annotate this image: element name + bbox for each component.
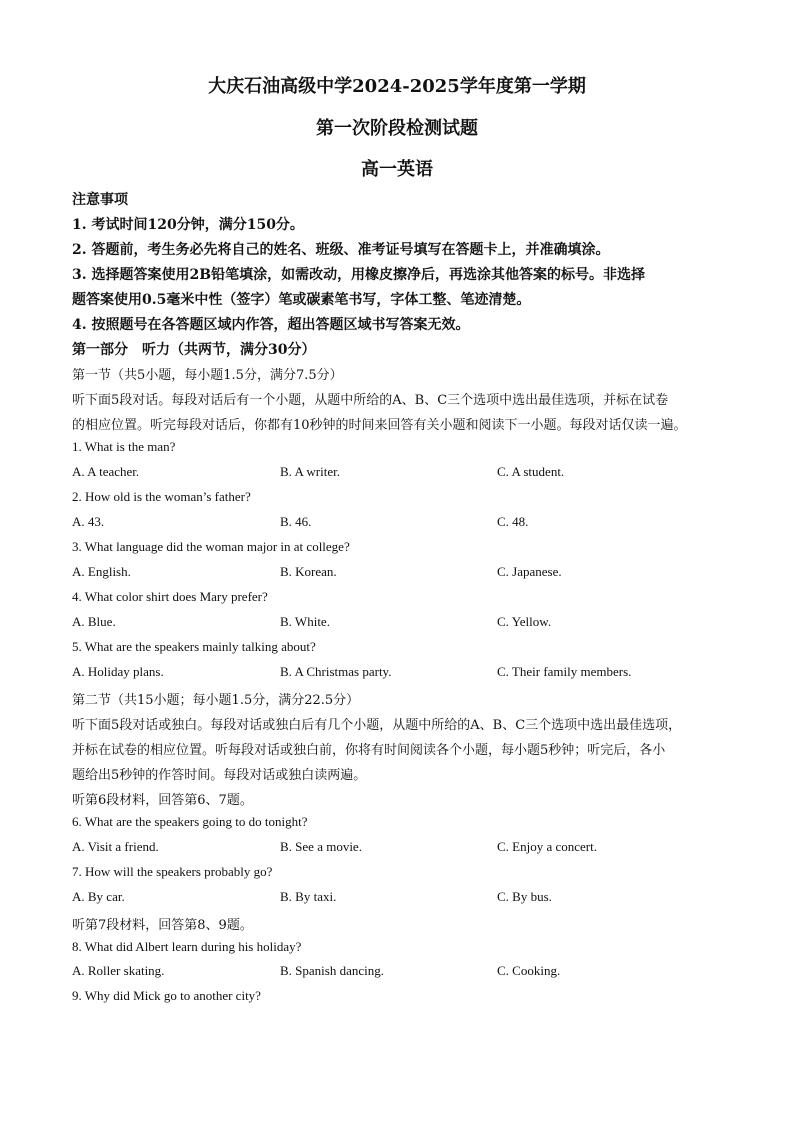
section2-instructions: 听下面5段对话或独白。每段对话或独白后有几个小题，从题中所给的A、B、C三个选项中选出最佳选项， [72,718,682,733]
question-text: 7. How will the speakers probably go? [72,864,273,879]
option-a: A. Roller skating. [72,963,165,978]
option-c: C. Enjoy a concert. [497,839,597,854]
option-c: C. A student. [497,464,565,479]
option-a: A. A teacher. [72,464,140,479]
option-c: C. By bus. [497,889,552,904]
option-b: B. Spanish dancing. [280,963,384,978]
question-options [72,963,732,981]
option-a: A. 43. [72,514,105,529]
school-title: 大庆石油高级中学2024-2025学年度第一学期 [208,76,586,97]
question-text: 6. What are the speakers going to do tonight? [72,814,308,829]
option-c: C. Japanese. [497,564,562,579]
option-c: C. Yellow. [497,614,552,629]
question-text: 3. What language did the woman major in at college? [72,539,350,554]
section2-heading: 第二节（共15小题；每小题1.5分，满分22.5分） [72,693,360,708]
question-text: 8. What did Albert learn during his holiday? [72,939,302,954]
option-c: C. 48. [497,514,529,529]
question-text: 5. What are the speakers mainly talking about? [72,639,316,654]
question-options [72,839,732,857]
option-b: B. A Christmas party. [280,664,392,679]
subject-title: 高一英语 [361,159,433,180]
option-b: B. Korean. [280,564,337,579]
material-label: 听第7段材料，回答第8、9题。 [72,918,253,933]
section1-heading: 第一节（共5小题，每小题1.5分，满分7.5分） [72,368,343,383]
note-item: 2. 答题前，考生务必先将自己的姓名、班级、准考证号填写在答题卡上，并准确填涂。 [72,242,610,258]
question-options [72,464,732,482]
exam-title: 第一次阶段检测试题 [316,118,478,139]
part1-heading: 第一部分 听力（共两节，满分30分） [72,342,316,358]
question-text: 9. Why did Mick go to another city? [72,988,261,1003]
question-options [72,564,732,582]
option-b: B. White. [280,614,330,629]
note-item: 1. 考试时间120分钟，满分150分。 [72,217,304,233]
option-c: C. Cooking. [497,963,561,978]
option-b: B. 46. [280,514,312,529]
material-label: 听第6段材料，回答第6、7题。 [72,793,253,808]
question-options [72,614,732,632]
option-a: A. English. [72,564,131,579]
note-item: 3. 选择题答案使用2B铅笔填涂，如需改动，用橡皮擦净后，再选涂其他答案的标号。非选择 [72,267,646,283]
question-text: 2. How old is the woman’s father? [72,489,251,504]
question-options [72,514,732,532]
question-text: 1. What is the man? [72,439,176,454]
option-b: B. A writer. [280,464,340,479]
notes-heading: 注意事项 [72,192,128,208]
option-b: B. See a movie. [280,839,362,854]
question-options [72,664,732,682]
option-a: A. Visit a friend. [72,839,159,854]
option-a: A. By car. [72,889,125,904]
section1-instructions: 听下面5段对话。每段对话后有一个小题，从题中所给的A、B、C三个选项中选出最佳选项，并标在试卷 [72,393,669,408]
section2-instructions: 并标在试卷的相应位置。听每段对话或独白前，你将有时间阅读各个小题，每小题5秒钟；听完后，各小 [72,743,666,758]
question-text: 4. What color shirt does Mary prefer? [72,589,268,604]
option-a: A. Blue. [72,614,116,629]
section2-instructions: 题给出5秒钟的作答时间。每段对话或独白读两遍。 [72,768,367,783]
question-options [72,889,732,907]
note-item: 题答案使用0.5毫米中性（签字）笔或碳素笔书写，字体工整、笔迹清楚。 [72,292,531,308]
option-a: A. Holiday plans. [72,664,164,679]
section1-instructions: 的相应位置。听完每段对话后，你都有10秒钟的时间来回答有关小题和阅读下一小题。每段对话仅读一遍。 [72,418,687,433]
option-c: C. Their family members. [497,664,632,679]
option-b: B. By taxi. [280,889,337,904]
note-item: 4. 按照题号在各答题区域内作答，超出答题区域书写答案无效。 [72,317,470,333]
